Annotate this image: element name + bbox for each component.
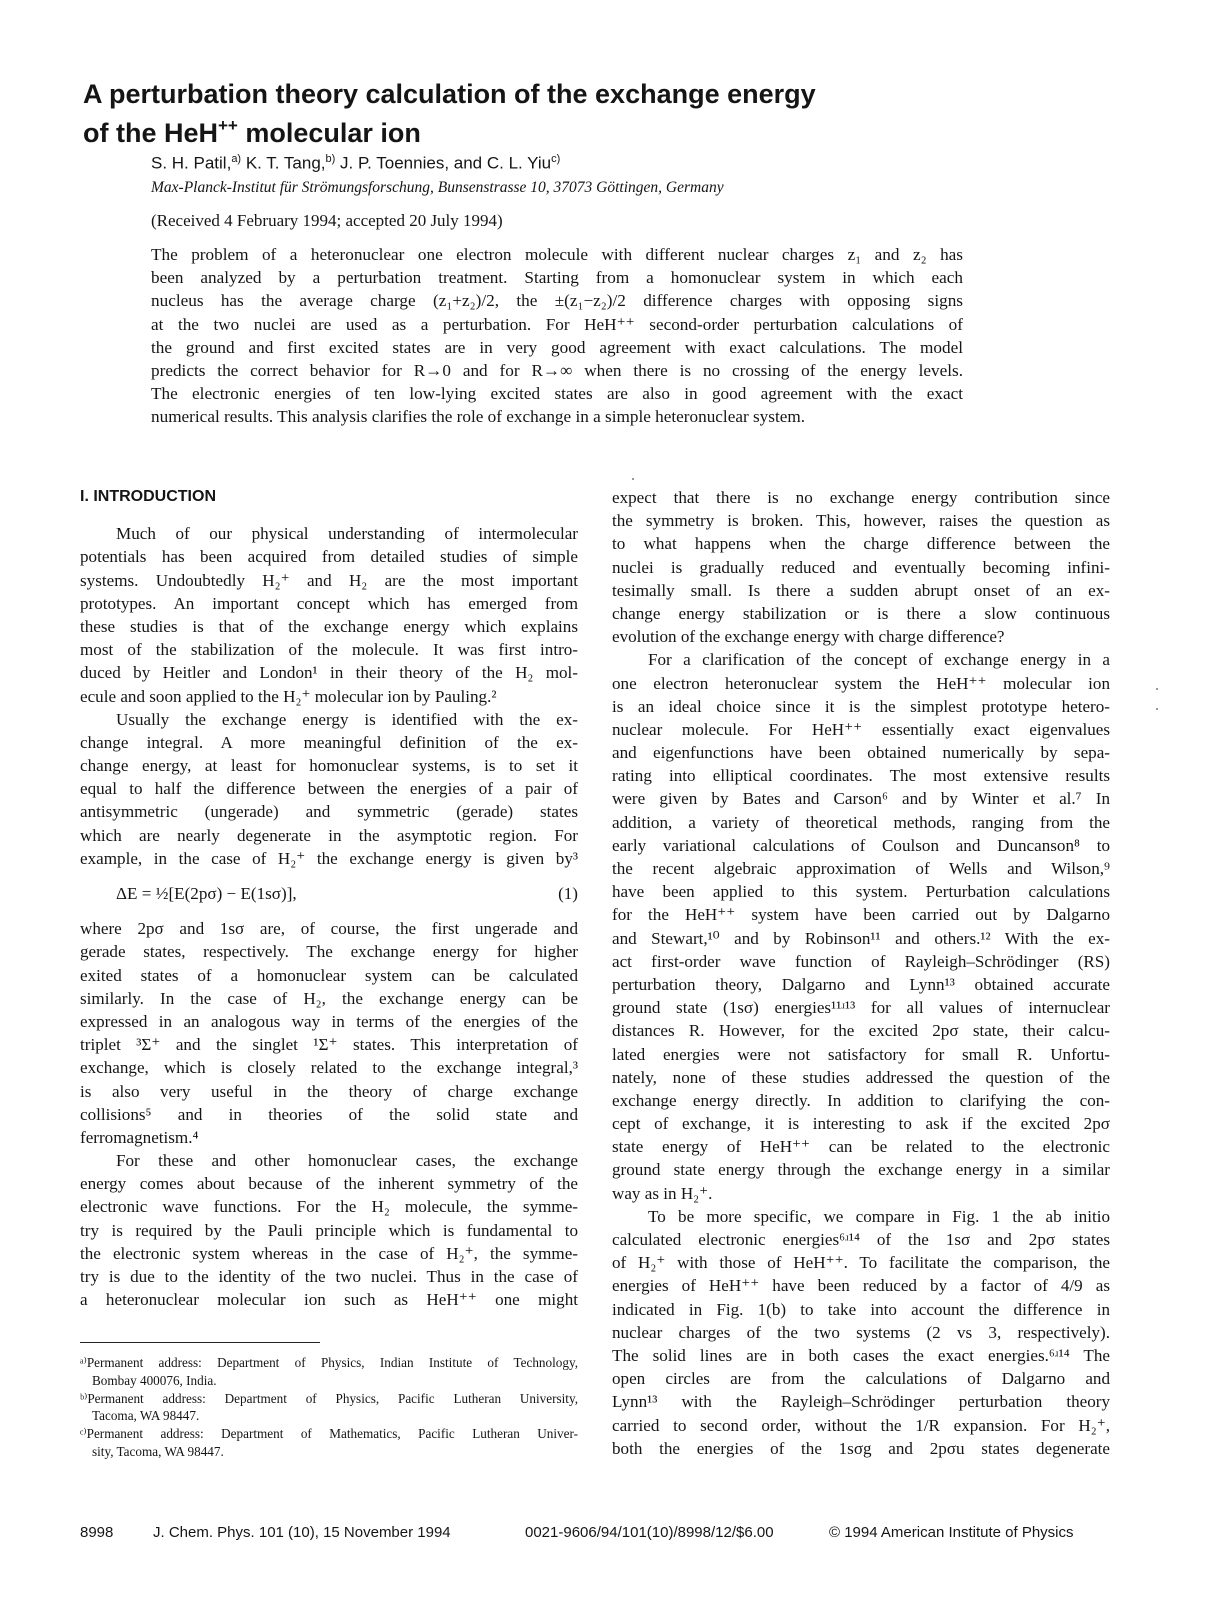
page-footer — [80, 1524, 1125, 1546]
body-line: calculated electronic energies⁶ʴ¹⁴ of the 1sσ and 2pσ states — [612, 1230, 1110, 1249]
body-line: nuclear charges of the two systems (2 vs 3, respectively). — [612, 1322, 1110, 1342]
body-line: the electronic system whereas in the case of H₂⁺, the symme- — [80, 1243, 578, 1263]
body-line: electronic wave functions. For the H₂ molecule, the symme- — [80, 1197, 578, 1217]
author-3-mark: c) — [551, 153, 561, 165]
body-line: exchange energy directly. In addition to clarifying the con- — [612, 1090, 1110, 1110]
body-line: try is required by the Pauli principle which is fundamental to — [80, 1220, 578, 1240]
body-line: Much of our physical understanding of intermolecular — [116, 524, 578, 544]
title-line-1: A perturbation theory calculation of the exchange energy — [83, 79, 816, 109]
body-line: one electron heteronuclear system the HeH⁺⁺ molecular ion — [612, 673, 1110, 693]
body-line: the symmetry is broken. This, however, raises the question as — [612, 511, 1110, 531]
scan-speck — [1156, 688, 1158, 690]
body-line: Usually the exchange energy is identified with the ex- — [116, 709, 578, 729]
body-line: perturbation theory, Dalgarno and Lynn¹³ obtained accurate — [612, 974, 1110, 994]
title-line-2-pre: of the HeH — [83, 118, 218, 148]
body-line: gerade states, respectively. The exchange energy for higher — [80, 942, 578, 962]
footnote-line: Tacoma, WA 98447. — [92, 1408, 200, 1424]
body-line: which are nearly degenerate in the asymptotic region. For — [80, 825, 578, 845]
body-line: To be more specific, we compare in Fig. 1 the ab initio — [648, 1206, 1110, 1226]
body-line: and eigenfunctions have been obtained numerically by sepa- — [612, 743, 1110, 763]
body-line: lated energies were not satisfactory for small R. Unfortu- — [612, 1044, 1110, 1064]
abstract — [151, 243, 963, 429]
body-line: exchange, which is closely related to the exchange integral,³ — [80, 1058, 578, 1078]
body-line: equal to half the difference between the energies of a pair of — [80, 779, 578, 799]
body-line: antisymmetric (ungerade) and symmetric (gerade) states — [80, 802, 578, 822]
body-line: expressed in an analogous way in terms of the energies of the — [80, 1011, 578, 1031]
body-line: Lynn¹³ with the Rayleigh–Schrödinger perturbation theory — [612, 1392, 1110, 1412]
body-line: change energy, at least for homonuclear systems, is to set it — [80, 756, 578, 776]
body-line: prototypes. An important concept which has emerged from — [80, 593, 578, 613]
body-line: most of the stabilization of the molecule. It was first intro- — [80, 640, 578, 660]
body-line: state energy of HeH⁺⁺ can be related to the electronic — [612, 1137, 1110, 1157]
equation-body: ΔE = ½[E(2pσ) − E(1sσ)], — [116, 884, 297, 903]
body-line: way as in H₂⁺. — [612, 1183, 713, 1203]
body-line: evolution of the exchange energy with charge difference? — [612, 627, 1005, 647]
body-line: these studies is that of the exchange energy which explains — [80, 616, 578, 636]
body-line: rating into elliptical coordinates. The most extensive results — [612, 766, 1110, 786]
footnote-line: Bombay 400076, India. — [92, 1372, 217, 1388]
body-line: the recent algebraic approximation of Wells and Wilson,⁹ — [612, 859, 1110, 878]
body-line: were given by Bates and Carson⁶ and by Winter et al.⁷ In — [612, 789, 1110, 809]
footnote-c — [80, 1425, 578, 1461]
body-line: addition, a variety of theoretical methods, ranging from the — [612, 812, 1110, 832]
body-line: carried to second order, without the 1/R expansion. For H₂⁺, — [612, 1415, 1110, 1435]
body-line: duced by Heitler and London¹ in their theory of the H₂ mol- — [80, 663, 578, 683]
body-line: change integral. A more meaningful definition of the ex- — [80, 732, 578, 752]
abstract-line: at the two nuclei are used as a perturbation. For HeH⁺⁺ second-order perturbation calculations of — [151, 314, 963, 334]
body-line: a heteronuclear molecular ion such as HeH⁺⁺ one might — [80, 1290, 578, 1310]
body-line: exited states of a homonuclear system can be calculated — [80, 965, 578, 985]
body-line: ground state energy through the exchange energy in a similar — [612, 1160, 1110, 1180]
body-line: is also very useful in the theory of charge exchange — [80, 1081, 578, 1101]
received-date: (Received 4 February 1994; accepted 20 July 1994) — [151, 211, 503, 230]
body-line: example, in the case of H₂⁺ the exchange energy is given by³ — [80, 848, 578, 868]
body-line: energy comes about because of the inherent symmetry of the — [80, 1174, 578, 1194]
footnote-a — [80, 1354, 578, 1390]
footnote-divider — [80, 1342, 320, 1343]
body-line: cept of exchange, it is interesting to ask if the excited 2pσ — [612, 1114, 1110, 1134]
abstract-line: numerical results. This analysis clarifies the role of exchange in a simple heteronuclear system. — [151, 407, 806, 427]
page-number: 8998 — [80, 1524, 114, 1541]
journal-citation: J. Chem. Phys. 101 (10), 15 November 1994 — [153, 1524, 451, 1541]
abstract-line: The electronic energies of ten low-lying excited states are also in good agreement with the exact — [151, 384, 963, 404]
footnote-b — [80, 1390, 578, 1426]
abstract-line: the ground and first excited states are in very good agreement with exact calculations. The model — [151, 337, 963, 357]
body-line: to what happens when the charge difference between the — [612, 534, 1110, 554]
body-line: both the energies of the 1sσg and 2pσu states degenerate — [612, 1438, 1110, 1458]
body-line: ecule and soon applied to the H₂⁺ molecular ion by Pauling.² — [80, 686, 497, 706]
body-line: tesimally small. Is there a sudden abrupt onset of an ex- — [612, 580, 1110, 600]
equation-1 — [80, 882, 578, 905]
author-1: S. H. Patil, — [151, 153, 232, 173]
left-column — [80, 485, 578, 1311]
right-column — [612, 486, 1110, 1460]
body-line: open circles are from the calculations of Dalgarno and — [612, 1369, 1110, 1389]
body-line: have been applied to this system. Perturbation calculations — [612, 882, 1110, 902]
footnote-line: ᵇ⁾Permanent address: Department of Physics, Pacific Lutheran University, — [80, 1390, 578, 1406]
footnote-line: sity, Tacoma, WA 98447. — [92, 1443, 224, 1459]
body-line: distances R. However, for the excited 2pσ state, their calcu- — [612, 1021, 1110, 1041]
body-line: energies of HeH⁺⁺ have been reduced by a factor of 4/9 as — [612, 1276, 1110, 1296]
body-line: and Stewart,¹⁰ and by Robinson¹¹ and others.¹² With the ex- — [612, 928, 1110, 948]
body-line: For a clarification of the concept of exchange energy in a — [648, 650, 1110, 670]
author-3: J. P. Toennies, and C. L. Yiu — [335, 153, 552, 173]
body-line: indicated in Fig. 1(b) to take into account the difference in — [612, 1299, 1110, 1319]
title-line-2-post: molecular ion — [237, 118, 421, 148]
body-line: collisions⁵ and in theories of the solid state and — [80, 1104, 578, 1124]
body-line: early variational calculations of Coulson and Duncanson⁸ to — [612, 835, 1110, 855]
body-line: nuclei is gradually reduced and eventually becoming infini- — [612, 557, 1110, 577]
section-heading: I. INTRODUCTION — [80, 488, 216, 505]
body-line: nately, none of these studies addressed the question of the — [612, 1067, 1110, 1087]
body-line: change energy stabilization or is there a slow continuous — [612, 603, 1110, 623]
body-line: act first-order wave function of Rayleigh–Schrödinger (RS) — [612, 951, 1110, 971]
body-line: For these and other homonuclear cases, the exchange — [116, 1151, 578, 1171]
author-2: K. T. Tang, — [241, 153, 326, 173]
scan-speck — [1156, 708, 1158, 710]
body-line: potentials has been acquired from detailed studies of simple — [80, 547, 578, 567]
article-title — [83, 78, 983, 149]
body-line: is an ideal choice since it is the simplest prototype hetero- — [612, 696, 1110, 716]
body-line: The solid lines are in both cases the exact energies.⁶ʴ¹⁴ The — [612, 1345, 1110, 1365]
footnote-line: ᶜ⁾Permanent address: Department of Mathematics, Pacific Lutheran Univer- — [80, 1426, 578, 1442]
scan-speck — [632, 478, 634, 480]
body-line: nuclear molecule. For HeH⁺⁺ essentially exact eigenvalues — [612, 719, 1110, 739]
body-line: of H₂⁺ with those of HeH⁺⁺. To facilitate the comparison, the — [612, 1253, 1110, 1273]
copyright-notice: © 1994 American Institute of Physics — [829, 1524, 1074, 1541]
title-superscript: ++ — [218, 116, 238, 135]
abstract-line: been analyzed by a perturbation treatment. Starting from a homonuclear system in which each — [151, 268, 963, 288]
body-line: ground state (1sσ) energies¹¹ʴ¹³ for all values of internuclear — [612, 998, 1110, 1018]
body-line: systems. Undoubtedly H₂⁺ and H₂ are the most important — [80, 570, 578, 590]
body-line: expect that there is no exchange energy contribution since — [612, 488, 1110, 507]
equation-number: (1) — [558, 884, 578, 903]
abstract-line: The problem of a heteronuclear one electron molecule with different nuclear charges z₁ and z₂ has — [151, 245, 963, 264]
affiliation: Max-Planck-Institut für Strömungsforschung, Bunsenstrasse 10, 37073 Göttingen, Germany — [151, 179, 724, 196]
author-1-mark: a) — [231, 153, 242, 165]
footnote-line: ᵃ⁾Permanent address: Department of Physics, Indian Institute of Technology, — [80, 1355, 578, 1370]
body-line: similarly. In the case of H₂, the exchange energy can be — [80, 988, 578, 1008]
body-line: ferromagnetism.⁴ — [80, 1127, 199, 1147]
body-line: try is due to the identity of the two nuclei. Thus in the case of — [80, 1267, 578, 1286]
body-line: where 2pσ and 1sσ are, of course, the first ungerade and — [80, 919, 578, 939]
abstract-line: predicts the correct behavior for R→0 and for R→∞ when there is no crossing of the energy levels. — [151, 360, 963, 380]
article-code: 0021-9606/94/101(10)/8998/12/$6.00 — [525, 1524, 774, 1541]
body-line: for the HeH⁺⁺ system have been carried out by Dalgarno — [612, 905, 1110, 925]
footnotes — [80, 1354, 578, 1461]
author-list — [151, 153, 560, 174]
body-line: triplet ³Σ⁺ and the singlet ¹Σ⁺ states. This interpretation of — [80, 1035, 578, 1055]
abstract-line: nucleus has the average charge (z₁+z₂)/2, the ±(z₁−z₂)/2 difference charges with opposing signs — [151, 291, 963, 311]
author-2-mark: b) — [325, 153, 336, 165]
